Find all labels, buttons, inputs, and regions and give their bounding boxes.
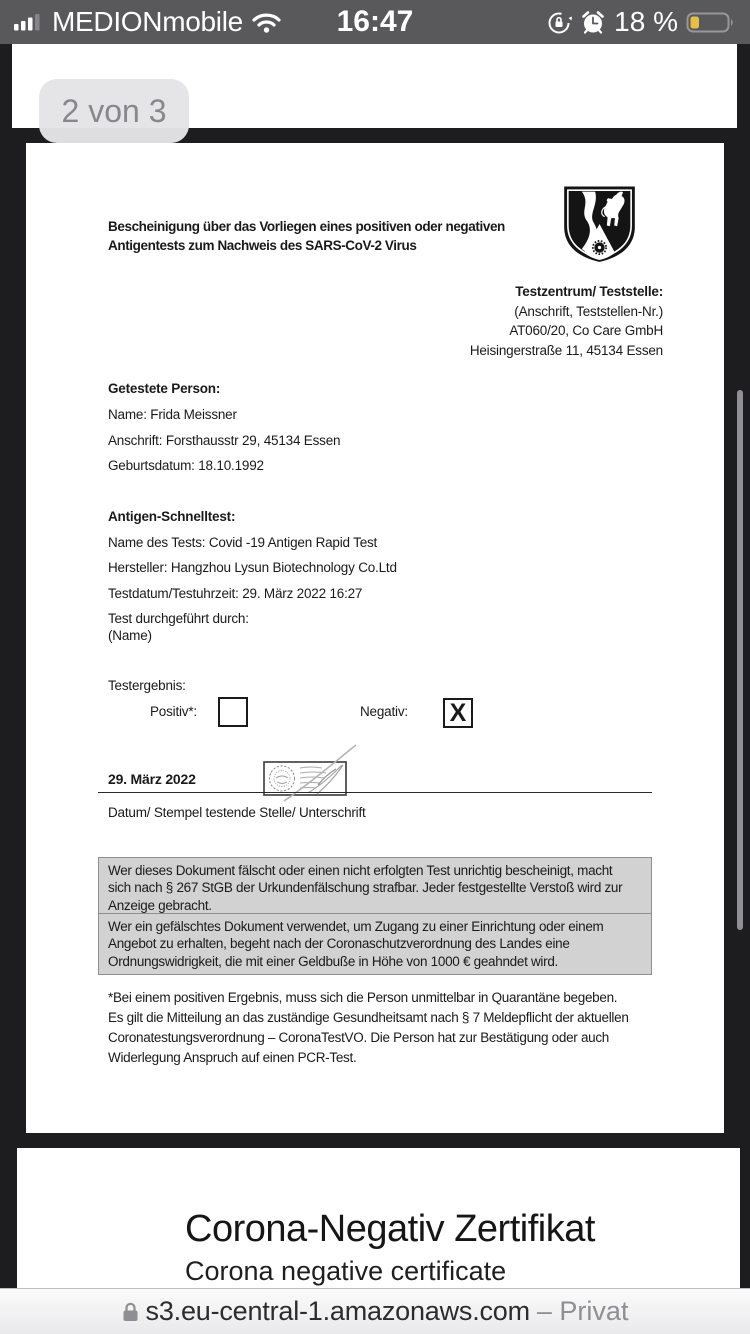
test-center-heading: Testzentrum/ Teststelle:	[515, 284, 663, 299]
person-birthdate: Geburtsdatum: 18.10.1992	[108, 458, 264, 473]
carrier-label: MEDIONmobile	[52, 6, 243, 37]
status-bar	[0, 0, 750, 44]
footnote-line: Coronatestungsverordnung – CoronaTestVO. Die Person hat zur Bestätigung oder auch	[108, 1030, 610, 1045]
safari-url-bar[interactable]	[0, 1288, 750, 1334]
footnote-line: *Bei einem positiven Ergebnis, muss sich die Person unmittelbar in Quarantäne begeben.	[108, 990, 618, 1005]
test-name: Name des Tests: Covid -19 Antigen Rapid Test	[108, 535, 378, 550]
test-center-line: (Anschrift, Teststellen-Nr.)	[514, 303, 663, 319]
warning-line: Wer dieses Dokument fälscht oder einen nicht erfolgten Test unrichtig bescheinigt, macht	[108, 863, 613, 878]
url-domain-label: s3.eu-central-1.amazonaws.com	[145, 1296, 530, 1326]
warning-line: Ordnungswidrigkeit, die mit einer Geldbuße in Höhe von 1000 € geahndet wird.	[108, 953, 558, 969]
tested-person-heading: Getestete Person:	[108, 381, 221, 396]
test-center-line: AT060/20, Co Care GmbH	[509, 323, 663, 338]
certificate-title: Corona-Negativ Zertifikat	[185, 1208, 595, 1250]
test-center-line: Heisingerstraße 11, 45134 Essen	[469, 342, 663, 358]
orientation-lock-icon	[546, 10, 572, 35]
pdf-scroll-area[interactable]	[0, 44, 750, 1288]
battery-icon	[686, 10, 736, 35]
warning-line: Wer ein gefälschtes Dokument verwendet, um Zugang zu einer Einrichtung oder einem	[108, 919, 604, 934]
result-heading: Testergebnis:	[108, 678, 186, 693]
negative-checkbox-mark: X	[449, 698, 467, 727]
test-center-block	[470, 282, 663, 360]
warning-line: Anzeige gebracht.	[108, 897, 212, 913]
footnote-line: Widerlegung Anspruch auf einen PCR-Test.	[108, 1050, 357, 1065]
person-address: Anschrift: Forsthausstr 29, 45134 Essen	[108, 433, 341, 448]
positive-checkbox	[218, 697, 248, 727]
person-name: Name: Frida Meissner	[108, 407, 237, 422]
lock-icon	[122, 1301, 139, 1323]
private-mode-label: – Privat	[536, 1296, 629, 1326]
test-datetime: Testdatum/Testuhrzeit: 29. März 2022 16:27	[108, 586, 363, 601]
warning-line: sich nach § 267 StGB der Urkundenfälschung strafbar. Jeder festgestellte Verstoß wird zur	[108, 880, 623, 896]
performed-by-label: Test durchgeführt durch:	[108, 611, 249, 626]
positive-result-footnote	[108, 988, 629, 1068]
forgery-warning-box-2	[98, 913, 652, 975]
page-indicator-badge	[39, 79, 189, 143]
nrw-coat-of-arms	[562, 185, 637, 263]
document-title: Bescheinigung über das Vorliegen eines positiven oder negativen Antigentests zum Nachweis des SARS-CoV-2 Virus	[108, 219, 505, 253]
footnote-line: Es gilt die Mitteilung an das zuständige Gesundheitsamt nach § 7 Meldepflicht der aktuellen	[108, 1010, 629, 1025]
round-stamp-seal	[256, 741, 386, 803]
signature-line	[98, 792, 652, 793]
scrollbar-thumb[interactable]	[737, 390, 743, 930]
warning-line: Angebot zu erhalten, begeht nach der Coronaschutzverordnung des Landes eine	[108, 936, 570, 952]
negative-label: Negativ:	[360, 704, 408, 719]
negative-checkbox	[443, 698, 473, 728]
page-indicator-label: 2 von 3	[61, 92, 167, 129]
test-manufacturer: Hersteller: Hangzhou Lysun Biotechnology Co.Ltd	[108, 560, 397, 575]
signature-date: 29. März 2022	[108, 771, 196, 787]
wifi-icon	[251, 11, 282, 34]
positive-label: Positiv*:	[150, 704, 197, 719]
performed-by-name: (Name)	[108, 628, 152, 643]
alarm-clock-icon	[580, 10, 606, 35]
forgery-warning-box-1	[98, 857, 652, 919]
pdf-page-2	[26, 143, 724, 1133]
pdf-page-3	[17, 1148, 740, 1288]
battery-percent-label: 18 %	[614, 6, 678, 37]
signature-caption: Datum/ Stempel testende Stelle/ Unterschrift	[108, 805, 366, 820]
clock-label: 16:47	[336, 5, 414, 38]
antigen-test-heading: Antigen-Schnelltest:	[108, 509, 236, 524]
cellular-signal-icon	[14, 11, 44, 33]
certificate-subtitle: Corona negative certificate	[185, 1256, 507, 1286]
